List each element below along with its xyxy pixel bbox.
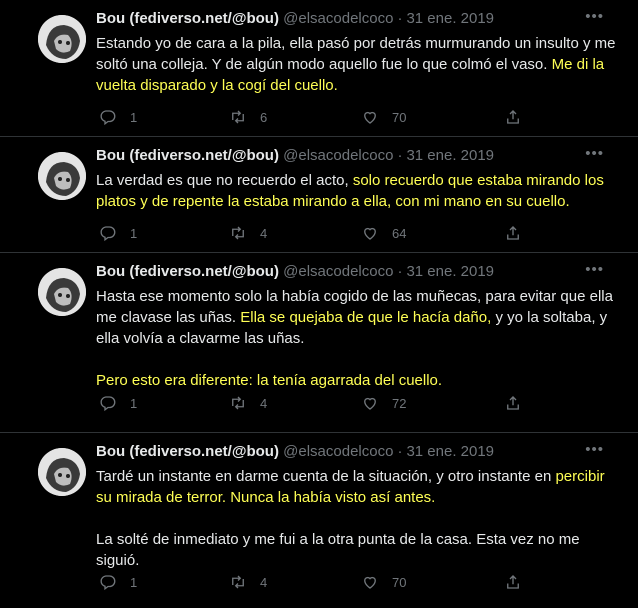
retweet-count: 6: [260, 109, 268, 125]
share-button[interactable]: [504, 393, 522, 413]
highlighted-text: solo recuerdo que estaba mirando los platos y de repente la estaba mirando a ella, con mi mano en su cuello.: [96, 172, 604, 210]
tweet[interactable]: [0, 0, 638, 137]
share-button[interactable]: [504, 572, 522, 592]
tweet[interactable]: [0, 137, 638, 253]
avatar[interactable]: [38, 268, 86, 316]
retweet-button[interactable]: [229, 393, 267, 413]
retweet-count: 4: [260, 395, 268, 411]
separator-dot: ·: [397, 147, 403, 164]
like-count: 70: [392, 574, 407, 590]
reply-count: 1: [130, 395, 138, 411]
tweet-date[interactable]: 31 ene. 2019: [406, 443, 495, 460]
tweet-header: [96, 262, 494, 282]
tweet-paragraph: [96, 529, 618, 571]
text-segment: Estando yo de cara a la pila, ella pasó por detrás murmurando un insulto y me soltó una colleja. Y de algún modo aquello fue lo que colmó el vaso.: [96, 35, 616, 73]
tweet-text: [96, 286, 618, 391]
reply-icon: [99, 224, 117, 242]
share-icon: [504, 394, 522, 412]
share-button[interactable]: [504, 223, 522, 243]
highlighted-text: percibir su mirada de terror. Nunca la había visto así antes.: [96, 468, 605, 506]
text-segment: Hasta ese momento solo la había cogido de las muñecas, para evitar que ella me clavase las uñas.: [96, 288, 613, 326]
like-count: 70: [392, 109, 407, 125]
tweet-paragraph: [96, 370, 618, 391]
tweet-header: [96, 442, 494, 462]
tweet-date[interactable]: 31 ene. 2019: [406, 147, 495, 164]
reply-button[interactable]: [99, 572, 137, 592]
avatar[interactable]: [38, 152, 86, 200]
text-segment: La verdad es que no recuerdo el acto,: [96, 172, 353, 189]
share-icon: [504, 108, 522, 126]
reply-count: 1: [130, 109, 138, 125]
reply-icon: [99, 394, 117, 412]
highlighted-text: Pero esto era diferente: la tenía agarrada del cuello.: [96, 372, 443, 389]
tweet-paragraph: [96, 170, 618, 212]
like-icon: [361, 394, 379, 412]
retweet-button[interactable]: [229, 572, 267, 592]
more-icon[interactable]: •••: [585, 441, 604, 458]
tweet[interactable]: [0, 433, 638, 608]
more-icon[interactable]: •••: [585, 261, 604, 278]
tweet-header: [96, 9, 494, 29]
tweet-paragraph: [96, 286, 618, 349]
text-segment: La solté de inmediato y me fui a la otra punta de la casa. Esta vez no me siguió.: [96, 531, 580, 569]
tweet-actions: [96, 223, 526, 243]
user-handle[interactable]: @elsacodelcoco: [283, 147, 394, 164]
separator-dot: ·: [397, 10, 403, 27]
display-name[interactable]: Bou (fediverso.net/@bou): [96, 263, 279, 280]
more-icon[interactable]: •••: [585, 8, 604, 25]
like-button[interactable]: [361, 107, 406, 127]
like-button[interactable]: [361, 393, 406, 413]
reply-button[interactable]: [99, 223, 137, 243]
reply-button[interactable]: [99, 107, 137, 127]
share-icon: [504, 224, 522, 242]
tweet-header: [96, 146, 494, 166]
highlighted-text: Me di la vuelta disparado y la cogí del cuello.: [96, 56, 605, 94]
separator-dot: ·: [397, 263, 403, 280]
user-handle[interactable]: @elsacodelcoco: [283, 10, 394, 27]
tweet[interactable]: [0, 253, 638, 433]
retweet-icon: [229, 224, 247, 242]
retweet-icon: [229, 394, 247, 412]
user-handle[interactable]: @elsacodelcoco: [283, 443, 394, 460]
display-name[interactable]: Bou (fediverso.net/@bou): [96, 147, 279, 164]
like-button[interactable]: [361, 223, 406, 243]
text-segment: y yo la soltaba, y ella volvía a clavarme las uñas.: [96, 309, 608, 347]
tweet-text: [96, 33, 618, 96]
reply-icon: [99, 108, 117, 126]
reply-count: 1: [130, 225, 138, 241]
tweet-paragraph: [96, 33, 618, 96]
retweet-button[interactable]: [229, 223, 267, 243]
avatar[interactable]: [38, 448, 86, 496]
like-count: 72: [392, 395, 407, 411]
user-handle[interactable]: @elsacodelcoco: [283, 263, 394, 280]
retweet-count: 4: [260, 225, 268, 241]
like-button[interactable]: [361, 572, 406, 592]
retweet-count: 4: [260, 574, 268, 590]
display-name[interactable]: Bou (fediverso.net/@bou): [96, 443, 279, 460]
tweet-actions: [96, 393, 526, 413]
like-icon: [361, 573, 379, 591]
highlighted-text: Ella se quejaba de que le hacía daño,: [240, 309, 492, 326]
like-icon: [361, 224, 379, 242]
tweet-paragraph: [96, 466, 618, 508]
retweet-icon: [229, 573, 247, 591]
like-icon: [361, 108, 379, 126]
retweet-icon: [229, 108, 247, 126]
share-button[interactable]: [504, 107, 522, 127]
more-icon[interactable]: •••: [585, 145, 604, 162]
display-name[interactable]: Bou (fediverso.net/@bou): [96, 10, 279, 27]
tweet-text: [96, 466, 618, 571]
retweet-button[interactable]: [229, 107, 267, 127]
reply-button[interactable]: [99, 393, 137, 413]
tweet-date[interactable]: 31 ene. 2019: [406, 10, 495, 27]
share-icon: [504, 573, 522, 591]
reply-count: 1: [130, 574, 138, 590]
tweet-actions: [96, 107, 526, 127]
tweet-actions: [96, 572, 526, 592]
text-segment: Tardé un instante en darme cuenta de la situación, y otro instante en: [96, 468, 556, 485]
reply-icon: [99, 573, 117, 591]
tweet-text: [96, 170, 618, 212]
separator-dot: ·: [397, 443, 403, 460]
avatar[interactable]: [38, 15, 86, 63]
like-count: 64: [392, 225, 407, 241]
tweet-date[interactable]: 31 ene. 2019: [406, 263, 495, 280]
